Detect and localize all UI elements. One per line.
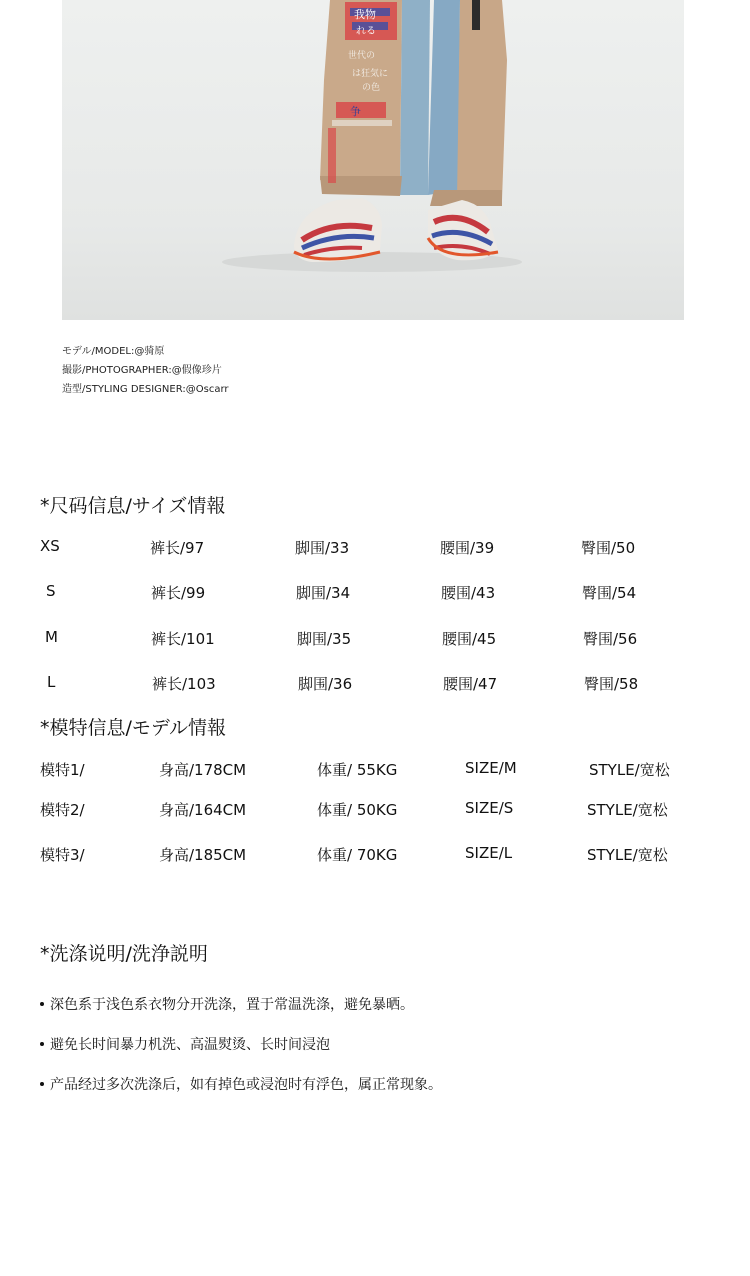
- model-label: 模特3/: [40, 846, 85, 864]
- waist: 腰围/47: [443, 675, 498, 693]
- print-text-4: は狂気に: [352, 69, 389, 79]
- print-text-5: の色: [362, 83, 381, 93]
- wash-instruction-text: 避免长时间暴力机洗、高温熨烫、长时间浸泡: [50, 1037, 330, 1053]
- model-height: 身高/185CM: [159, 846, 247, 864]
- model-weight: 体重/ 50KG: [317, 801, 398, 819]
- wash-instruction-text: 深色系于浅色系衣物分开洗涤，置于常温洗涤，避免暴晒。: [50, 997, 414, 1013]
- credit-model: モデル/MODEL:@骑原: [62, 346, 165, 357]
- model-size: SIZE/M: [465, 759, 517, 777]
- model-style: STYLE/宽松: [589, 761, 670, 779]
- size-label: M: [45, 628, 58, 646]
- model-row: [0, 844, 750, 866]
- size-row: [0, 537, 750, 559]
- size-row: [0, 673, 750, 695]
- hip: 臀围/58: [584, 675, 639, 693]
- hip: 臀围/50: [581, 539, 636, 557]
- waist: 腰围/43: [441, 584, 496, 602]
- wash-instruction: [40, 994, 414, 1014]
- pants-length: 裤长/101: [151, 630, 215, 648]
- size-row: [0, 628, 750, 650]
- hem-width: 脚围/34: [296, 584, 351, 602]
- pants-length: 裤长/97: [150, 539, 205, 557]
- model-style: STYLE/宽松: [587, 846, 668, 864]
- model-height: 身高/164CM: [159, 801, 247, 819]
- credit-styling: 造型/STYLING DESIGNER:@Oscarr: [62, 384, 229, 395]
- model-style: STYLE/宽松: [587, 801, 668, 819]
- left-shoe: [294, 198, 382, 262]
- credit-photographer: 撮影/PHOTOGRAPHER:@假像珍片: [62, 365, 222, 376]
- wash-section-title: *洗涤说明/洗浄説明: [40, 943, 208, 965]
- hip: 臀围/54: [582, 584, 637, 602]
- hip: 臀围/56: [583, 630, 638, 648]
- model-label: 模特2/: [40, 801, 85, 819]
- bullet-dot: [40, 1042, 44, 1046]
- size-section-title: *尺码信息/サイズ情報: [40, 495, 226, 517]
- waist: 腰围/39: [440, 539, 495, 557]
- wash-instruction-text: 产品经过多次洗涤后，如有掉色或浸泡时有浮色，属正常现象。: [50, 1077, 442, 1093]
- model-section-title: *模特信息/モデル情報: [40, 717, 226, 739]
- size-label: S: [46, 582, 56, 600]
- print-text-3: 世代の: [348, 51, 376, 61]
- wash-instruction: [40, 1074, 442, 1094]
- pants-length: 裤长/99: [151, 584, 206, 602]
- model-row: [0, 799, 750, 821]
- bullet-dot: [40, 1082, 44, 1086]
- model-label: 模特1/: [40, 761, 85, 779]
- model-illustration: [62, 0, 684, 320]
- model-size: SIZE/S: [465, 799, 514, 817]
- model-height: 身高/178CM: [159, 761, 247, 779]
- print-text-2: れる: [356, 26, 376, 37]
- photo-credits: [62, 342, 229, 399]
- model-row: [0, 759, 750, 781]
- pants-length: 裤长/103: [152, 675, 216, 693]
- size-row: [0, 582, 750, 604]
- bullet-dot: [40, 1002, 44, 1006]
- product-photo: [62, 0, 684, 320]
- hem-width: 脚围/36: [298, 675, 353, 693]
- right-shoe: [428, 200, 498, 260]
- hem-width: 脚围/33: [295, 539, 350, 557]
- hem-width: 脚围/35: [297, 630, 352, 648]
- print-text-1: 我物: [354, 8, 376, 21]
- wash-instruction: [40, 1034, 330, 1054]
- size-label: XS: [40, 537, 60, 555]
- model-size: SIZE/L: [465, 844, 513, 862]
- model-weight: 体重/ 55KG: [317, 761, 398, 779]
- waist: 腰围/45: [442, 630, 497, 648]
- size-label: L: [47, 673, 56, 691]
- print-text-6: 争: [350, 105, 361, 118]
- model-weight: 体重/ 70KG: [317, 846, 398, 864]
